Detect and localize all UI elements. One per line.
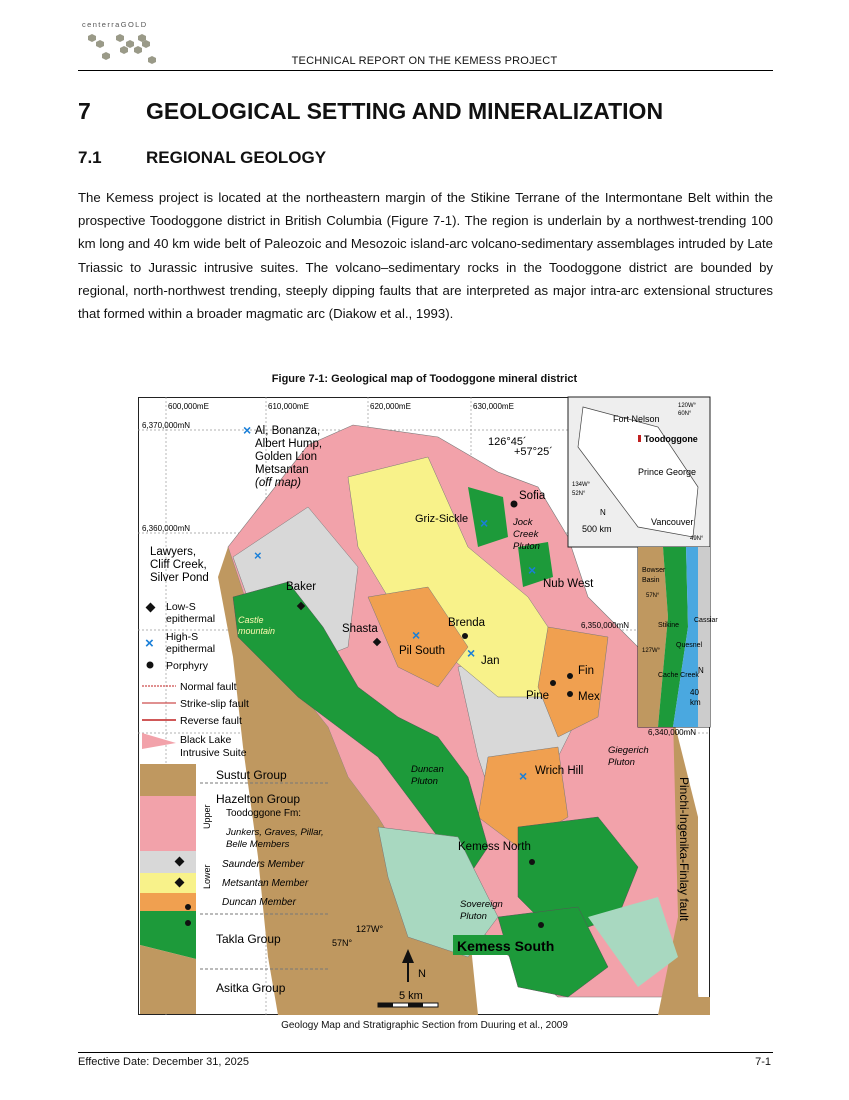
porphyry-marker-kemessnorth — [529, 859, 535, 865]
high-s-marker-nubwest: × — [528, 562, 537, 578]
label-lawyers3: Silver Pond — [150, 572, 209, 584]
label-sovereign2: Pluton — [460, 911, 487, 922]
strat-saunders: Saunders Member — [222, 859, 305, 870]
logo-text: centerraGOLD — [82, 20, 148, 29]
inset-scale: 500 km — [582, 524, 612, 534]
inset2-bowser1: Bowser — [642, 567, 666, 574]
inset2-n57: 57N° — [646, 593, 660, 599]
label-kemessnorth: Kemess North — [458, 841, 531, 853]
label-offmap5: (off map) — [255, 477, 302, 489]
label-brenda: Brenda — [448, 617, 486, 629]
easting-1: 600,000mE — [168, 402, 209, 411]
inset2-bowser2: Basin — [642, 577, 660, 584]
northing-2: 6,360,000mN — [142, 524, 191, 533]
body-paragraph: The Kemess project is located at the northeastern margin of the Stikine Terrane of the Intermontane Belt within the prospective Toodoggone district in British Columbia (Figure 7-1). The region is underlain by a northwest-trending 100 km long and 40 km wide belt of Paleozoic and Mesozoic island-arc volcano-sedimentary assemblages intruded by Late Triassic to Jurassic intrusive suites. The volcano–sedimentary rocks in the Toodoggone district are bounded by regional, north-northwest trending, steeply dipping faults that are interpreted as major intra-arc extensional structures that formed within a broader magmatic arc (Diakow et al., 1993). — [78, 190, 773, 322]
inset-north: N — [600, 508, 606, 517]
strat-sustut: Sustut Group — [216, 768, 287, 782]
figure-caption: Figure 7-1: Geological map of Toodoggone mineral district — [271, 373, 578, 385]
subsection-number: 7.1 — [78, 148, 102, 167]
inset-w120: 120W° — [678, 403, 697, 409]
map-scale-label: 5 km — [399, 990, 423, 1002]
inset-fort-nelson: Fort Nelson — [613, 414, 660, 424]
subsection-title: REGIONAL GEOLOGY — [146, 148, 327, 167]
strat-junkers2: Belle Members — [226, 839, 290, 850]
legend-reverse: Reverse fault — [180, 715, 242, 727]
legend-highs2: epithermal — [166, 643, 216, 655]
label-griz: Griz-Sickle — [415, 513, 469, 525]
strat-metsantan: Metsantan Member — [222, 878, 309, 889]
strat-duncan: Duncan Member — [222, 897, 296, 908]
legend-strike: Strike-slip fault — [180, 698, 249, 710]
legend-normal: Normal fault — [180, 681, 237, 693]
footer-rule — [78, 1052, 773, 1053]
strat-hazelton: Hazelton Group — [216, 792, 301, 806]
label-giegerich2: Pluton — [608, 757, 635, 768]
label-sovereign1: Sovereign — [460, 899, 503, 910]
label-pilsouth: Pil South — [399, 645, 446, 657]
label-offmap1: Al, Bonanza, — [255, 425, 321, 437]
coord-lat1: +57°25´ — [514, 446, 553, 458]
section-title: GEOLOGICAL SETTING AND MINERALIZATION — [146, 98, 664, 124]
northing-1: 6,370,000mN — [142, 421, 191, 430]
map-north: N — [418, 968, 426, 980]
legend-highs1: High-S — [166, 631, 199, 643]
easting-4: 630,000mE — [473, 402, 514, 411]
inset2-stikine: Stikine — [658, 622, 680, 629]
northing-4: 6,340,000mN — [648, 728, 697, 737]
high-s-marker-lawyers: × — [254, 548, 262, 563]
label-duncan2: Pluton — [411, 776, 438, 787]
legend-high-s-symbol: × — [145, 635, 154, 652]
label-duncan1: Duncan — [411, 764, 444, 775]
high-s-marker-wrich: × — [519, 768, 528, 784]
porphyry-marker-kemesssouth — [538, 922, 544, 928]
inset2-scale1: 40 — [690, 688, 699, 697]
figure-source: Geology Map and Stratigraphic Section from Duuring et al., 2009 — [281, 1020, 568, 1031]
easting-2: 610,000mE — [268, 402, 309, 411]
label-offmap3: Golden Lion — [255, 451, 318, 463]
legend-lows2: epithermal — [166, 613, 216, 625]
northing-3: 6,350,000mN — [581, 621, 630, 630]
section-number: 7 — [78, 98, 91, 124]
label-shasta: Shasta — [342, 623, 378, 635]
inset2-w127: 127W° — [642, 648, 661, 654]
strat-toodoggone: Toodoggone Fm: — [226, 808, 302, 819]
label-offmap4: Metsantan — [255, 464, 309, 476]
label-nubwest: Nub West — [543, 578, 594, 590]
label-baker: Baker — [286, 581, 317, 593]
strat-takla: Takla Group — [216, 932, 281, 946]
footer-date: Effective Date: December 31, 2025 — [78, 1056, 250, 1068]
legend-blacklake1: Black Lake — [180, 734, 232, 746]
label-castle1: Castle — [238, 615, 264, 625]
porphyry-marker-brenda — [462, 633, 468, 639]
page-number: 7-1 — [755, 1056, 771, 1068]
strat-upper: Upper — [202, 804, 212, 829]
label-sofia: Sofia — [519, 490, 546, 502]
label-giegerich1: Giegerich — [608, 745, 649, 756]
inset-prince-george: Prince George — [638, 467, 697, 477]
inset2-cassiar: Cassiar — [694, 617, 718, 624]
easting-3: 620,000mE — [370, 402, 411, 411]
high-s-marker-jan: × — [467, 645, 476, 661]
porphyry-marker-pine — [550, 680, 556, 686]
label-wrich: Wrich Hill — [535, 765, 584, 777]
inset-toodoggone: Toodoggone — [644, 434, 698, 444]
subsection-heading — [78, 148, 326, 168]
strat-lower: Lower — [202, 864, 212, 889]
inset2-scale2: km — [690, 698, 701, 707]
coord-lon2: 127W° — [356, 924, 384, 934]
label-castle2: mountain — [238, 626, 276, 636]
legend-blacklake2: Intrusive Suite — [180, 747, 247, 759]
legend-porphyry: Porphyry — [166, 660, 209, 672]
label-fault: Pinchi-Ingenika-Finlay fault — [677, 777, 691, 922]
label-pine: Pine — [526, 690, 550, 702]
strat-junkers1: Junkers, Graves, Pillar, — [226, 827, 324, 838]
inset-n52: 52N° — [572, 491, 586, 497]
porphyry-marker-sofia — [511, 501, 518, 508]
label-jan: Jan — [481, 655, 500, 667]
inset2-north: N — [698, 666, 704, 675]
inset-n60: 60N° — [678, 411, 692, 417]
inset-vancouver: Vancouver — [651, 517, 694, 527]
legend-porphyry-symbol — [147, 662, 154, 669]
label-lawyers1: Lawyers, — [150, 546, 197, 558]
section-heading — [78, 98, 663, 125]
coord-lon1: 126°45´ — [488, 436, 527, 448]
header-title: TECHNICAL REPORT ON THE KEMESS PROJECT — [291, 55, 558, 67]
legend-lows1: Low-S — [166, 601, 196, 613]
label-lawyers2: Cliff Creek, — [150, 559, 207, 571]
label-fin: Fin — [578, 665, 594, 677]
high-s-marker-offmap: × — [243, 422, 252, 438]
label-jock2: Creek — [513, 529, 539, 540]
inset2-quesnel: Quesnel — [676, 642, 703, 649]
inset-w134: 134W° — [572, 482, 591, 488]
inset-n49: 49N° — [690, 536, 704, 542]
high-s-marker-griz: × — [480, 515, 489, 531]
label-mex: Mex — [578, 691, 600, 703]
header-rule — [78, 70, 773, 71]
label-jock3: Pluton — [513, 541, 540, 552]
coord-lat2: 57N° — [332, 938, 353, 948]
label-jock1: Jock — [513, 517, 533, 528]
high-s-marker-pilsouth: × — [412, 627, 421, 643]
porphyry-marker-mex — [567, 691, 573, 697]
label-kemesssouth: Kemess South — [457, 938, 555, 954]
strat-asitka: Asitka Group — [216, 981, 286, 995]
inset2-cache: Cache Creek — [658, 672, 699, 679]
label-offmap2: Albert Hump, — [255, 438, 323, 450]
porphyry-marker-fin — [567, 673, 573, 679]
geological-map — [138, 397, 718, 1015]
